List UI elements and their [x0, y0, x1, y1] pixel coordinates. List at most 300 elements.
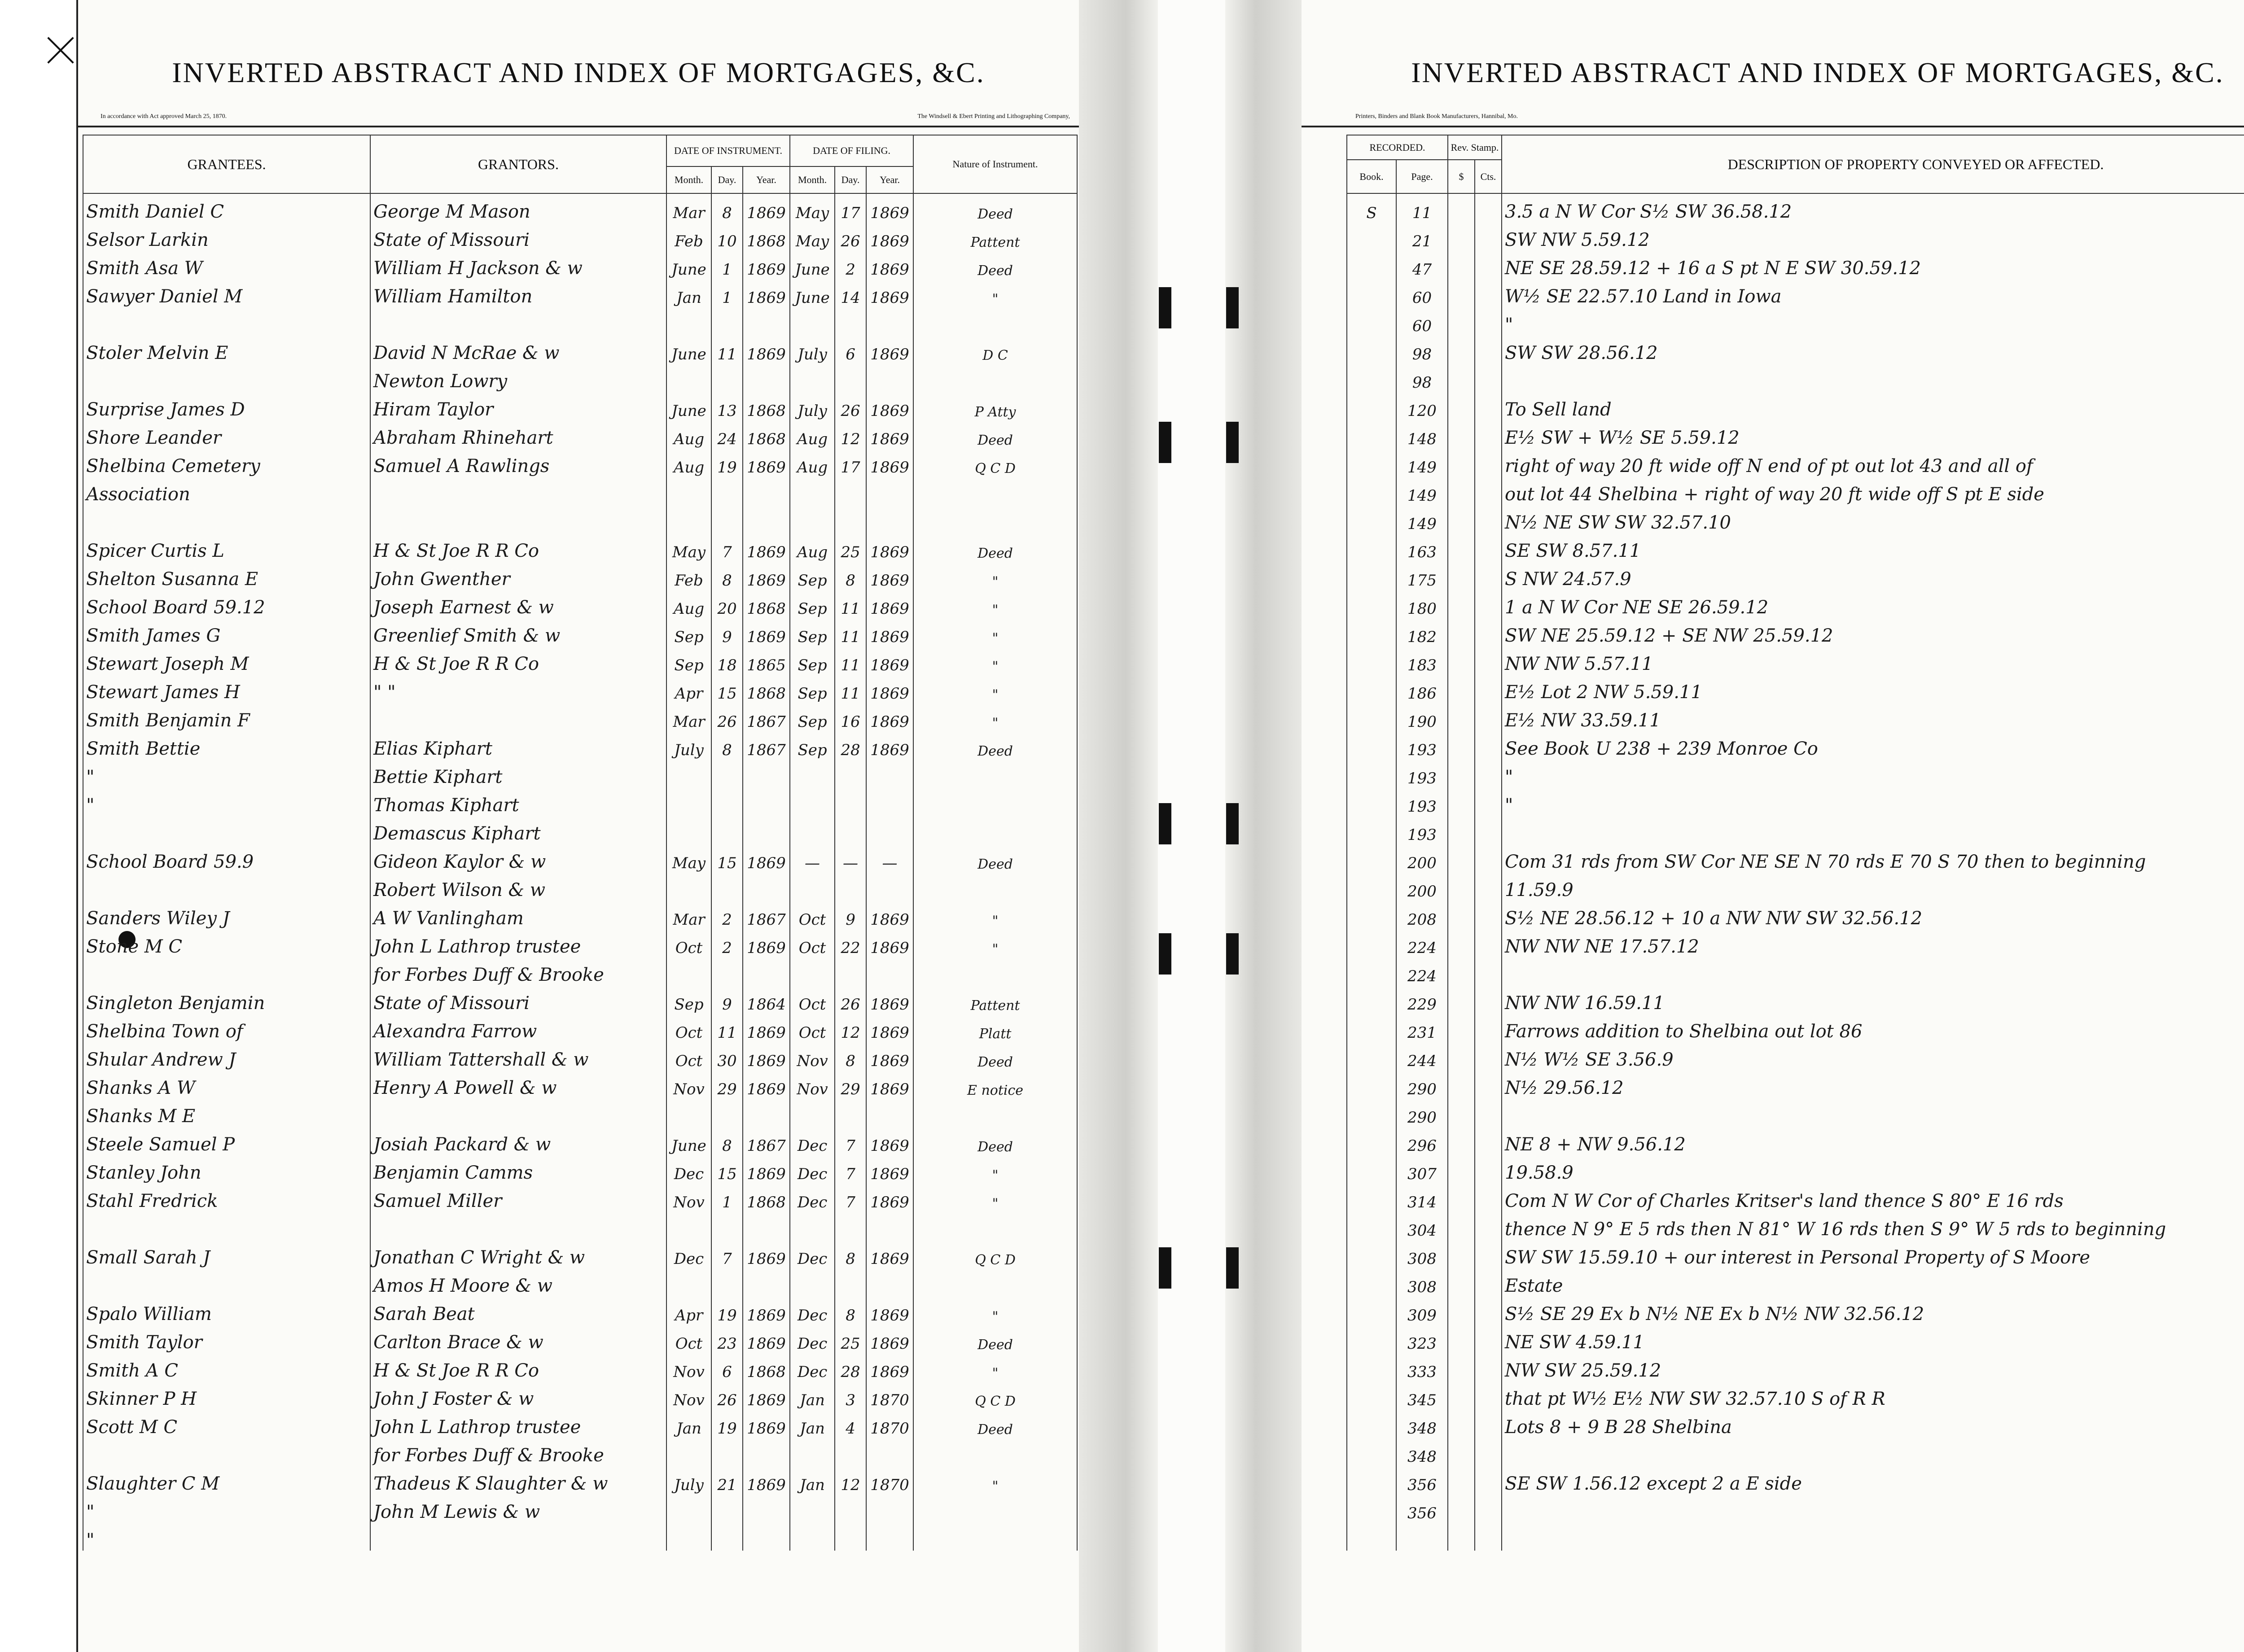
col-month: Month.: [666, 166, 711, 193]
stamp-dollars-cell: [1448, 1381, 1475, 1409]
page-cell: 296: [1396, 1127, 1448, 1155]
grantee-cell: Shelton Susanna E: [83, 561, 370, 590]
grantee-cell: Smith Daniel C: [83, 193, 370, 222]
instrument-day-cell: 8: [711, 561, 743, 590]
filing-month-cell: Dec: [790, 1127, 835, 1155]
book-cell: [1347, 618, 1396, 646]
stamp-cents-cell: [1475, 1324, 1502, 1353]
binding-gutter-left: [1077, 0, 1158, 1652]
page-cell: 163: [1396, 533, 1448, 561]
filing-day-cell: 6: [835, 335, 866, 363]
col-page: Page.: [1396, 160, 1448, 193]
grantor-cell: [370, 505, 666, 533]
filing-month-cell: Nov: [790, 1070, 835, 1098]
description-cell: N½ NE SW SW 32.57.10: [1502, 505, 2244, 533]
grantor-cell: Samuel Miller: [370, 1183, 666, 1211]
stamp-cents-cell: [1475, 1296, 1502, 1324]
col-month: Month.: [790, 166, 835, 193]
stamp-cents-cell: [1475, 1466, 1502, 1494]
grantor-cell: A W Vanlingham: [370, 900, 666, 929]
instrument-day-cell: [711, 1211, 743, 1240]
filing-month-cell: Oct: [790, 929, 835, 957]
instrument-month-cell: Apr: [666, 1296, 711, 1324]
instrument-year-cell: [743, 957, 790, 985]
filing-month-cell: Sep: [790, 561, 835, 590]
stamp-dollars-cell: [1448, 1438, 1475, 1466]
grantee-cell: [83, 872, 370, 900]
filing-day-cell: 9: [835, 900, 866, 929]
nature-cell: [913, 363, 1077, 392]
page-cell: 314: [1396, 1183, 1448, 1211]
instrument-month-cell: Oct: [666, 1042, 711, 1070]
stamp-cents-cell: [1475, 872, 1502, 900]
filing-year-cell: 1869: [866, 590, 913, 618]
nature-cell: ": [913, 590, 1077, 618]
stamp-dollars-cell: [1448, 957, 1475, 985]
page-cell: 193: [1396, 731, 1448, 759]
book-cell: [1347, 1268, 1396, 1296]
grantee-cell: School Board 59.12: [83, 590, 370, 618]
nature-cell: P Atty: [913, 392, 1077, 420]
grantor-cell: Henry A Powell & w: [370, 1070, 666, 1098]
page-cell: 231: [1396, 1014, 1448, 1042]
table-row: [1347, 929, 2244, 957]
description-cell: [1502, 1438, 2244, 1466]
stamp-cents-cell: [1475, 816, 1502, 844]
book-cell: [1347, 1381, 1396, 1409]
table-row: [1347, 335, 2244, 363]
table-row: [83, 1211, 1077, 1240]
instrument-month-cell: [666, 1494, 711, 1522]
description-cell: ": [1502, 307, 2244, 335]
grantor-cell: [370, 1211, 666, 1240]
table-row: [83, 816, 1077, 844]
book-cell: [1347, 1155, 1396, 1183]
book-cell: [1347, 363, 1396, 392]
description-cell: NW SW 25.59.12: [1502, 1353, 2244, 1381]
grantee-cell: Small Sarah J: [83, 1240, 370, 1268]
filing-month-cell: [790, 1438, 835, 1466]
table-row: [83, 307, 1077, 335]
grantor-cell: George M Mason: [370, 193, 666, 222]
filing-month-cell: —: [790, 844, 835, 872]
grantor-cell: Greenlief Smith & w: [370, 618, 666, 646]
header-rule: [1302, 126, 2244, 127]
page-cell: 193: [1396, 787, 1448, 816]
filing-year-cell: 1869: [866, 1183, 913, 1211]
grantee-cell: Stone M C: [83, 929, 370, 957]
description-cell: SE SW 8.57.11: [1502, 533, 2244, 561]
instrument-day-cell: [711, 957, 743, 985]
book-cell: [1347, 250, 1396, 279]
instrument-year-cell: 1867: [743, 731, 790, 759]
filing-year-cell: [866, 307, 913, 335]
instrument-day-cell: [711, 363, 743, 392]
book-cell: [1347, 1240, 1396, 1268]
stamp-dollars-cell: [1448, 222, 1475, 250]
description-cell: SW SW 15.59.10 + our interest in Personal Property of S Moore: [1502, 1240, 2244, 1268]
book-cell: [1347, 1409, 1396, 1438]
table-row: [83, 1183, 1077, 1211]
filing-year-cell: 1869: [866, 335, 913, 363]
filing-day-cell: 22: [835, 929, 866, 957]
book-cell: [1347, 1296, 1396, 1324]
book-cell: [1347, 505, 1396, 533]
instrument-month-cell: [666, 872, 711, 900]
table-row: [1347, 1155, 2244, 1183]
grantor-cell: [370, 307, 666, 335]
book-cell: [1347, 561, 1396, 590]
stamp-dollars-cell: [1448, 335, 1475, 363]
instrument-day-cell: 26: [711, 703, 743, 731]
nature-cell: [913, 1098, 1077, 1127]
instrument-year-cell: [743, 816, 790, 844]
filing-month-cell: [790, 505, 835, 533]
stamp-cents-cell: [1475, 505, 1502, 533]
filing-day-cell: 26: [835, 222, 866, 250]
page-cell: 356: [1396, 1494, 1448, 1522]
table-row: [1347, 816, 2244, 844]
book-cell: [1347, 1353, 1396, 1381]
table-row: [83, 193, 1077, 222]
grantee-cell: Stoler Melvin E: [83, 335, 370, 363]
instrument-month-cell: Nov: [666, 1381, 711, 1409]
instrument-day-cell: 15: [711, 1155, 743, 1183]
table-row: [83, 1070, 1077, 1098]
filing-year-cell: 1869: [866, 646, 913, 674]
filing-day-cell: 3: [835, 1381, 866, 1409]
grantee-cell: Association: [83, 476, 370, 505]
instrument-month-cell: [666, 505, 711, 533]
grantor-cell: Josiah Packard & w: [370, 1127, 666, 1155]
table-row: [83, 703, 1077, 731]
nature-cell: Q C D: [913, 448, 1077, 476]
stamp-dollars-cell: [1448, 307, 1475, 335]
filing-month-cell: Sep: [790, 618, 835, 646]
book-cell: [1347, 929, 1396, 957]
nature-cell: ": [913, 646, 1077, 674]
page-cell: 149: [1396, 505, 1448, 533]
filing-month-cell: Sep: [790, 674, 835, 703]
nature-cell: [913, 787, 1077, 816]
book-cell: [1347, 1014, 1396, 1042]
col-date-instrument: DATE OF INSTRUMENT.: [666, 135, 790, 166]
book-cell: [1347, 307, 1396, 335]
nature-cell: Deed: [913, 1324, 1077, 1353]
description-cell: 3.5 a N W Cor S½ SW 36.58.12: [1502, 193, 2244, 222]
page-cell: 290: [1396, 1098, 1448, 1127]
filing-year-cell: [866, 1211, 913, 1240]
grantor-cell: [370, 476, 666, 505]
table-row: [83, 1438, 1077, 1466]
page-cell: 308: [1396, 1268, 1448, 1296]
grantee-cell: [83, 505, 370, 533]
filing-day-cell: —: [835, 844, 866, 872]
grantee-cell: Stanley John: [83, 1155, 370, 1183]
stamp-cents-cell: [1475, 561, 1502, 590]
stamp-dollars-cell: [1448, 787, 1475, 816]
instrument-year-cell: 1868: [743, 222, 790, 250]
instrument-year-cell: 1869: [743, 533, 790, 561]
instrument-month-cell: June: [666, 250, 711, 279]
grantor-cell: John L Lathrop trustee: [370, 929, 666, 957]
col-description: DESCRIPTION OF PROPERTY CONVEYED OR AFFECTED.: [1502, 135, 2244, 193]
instrument-month-cell: July: [666, 731, 711, 759]
stamp-cents-cell: [1475, 1409, 1502, 1438]
page-title: INVERTED ABSTRACT AND INDEX OF MORTGAGES, &C.: [1411, 57, 2224, 88]
table-row: [1347, 307, 2244, 335]
page-cell: 98: [1396, 363, 1448, 392]
book-cell: S: [1347, 193, 1396, 222]
stamp-dollars-cell: [1448, 900, 1475, 929]
description-rows: [1347, 193, 2244, 1551]
table-row: [83, 957, 1077, 985]
table-row: [1347, 844, 2244, 872]
instrument-year-cell: 1868: [743, 1183, 790, 1211]
instrument-day-cell: 1: [711, 250, 743, 279]
stamp-cents-cell: [1475, 1211, 1502, 1240]
instrument-day-cell: 18: [711, 646, 743, 674]
book-cell: [1347, 731, 1396, 759]
filing-year-cell: 1869: [866, 561, 913, 590]
nature-cell: ": [913, 1296, 1077, 1324]
instrument-month-cell: May: [666, 844, 711, 872]
description-cell: [1502, 1098, 2244, 1127]
stamp-cents-cell: [1475, 1353, 1502, 1381]
instrument-month-cell: [666, 363, 711, 392]
binding-stitch: [1226, 1247, 1239, 1289]
table-row: [83, 448, 1077, 476]
book-cell: [1347, 957, 1396, 985]
instrument-year-cell: 1868: [743, 1353, 790, 1381]
stamp-cents-cell: [1475, 448, 1502, 476]
filing-day-cell: 25: [835, 533, 866, 561]
book-cell: [1347, 1211, 1396, 1240]
grantor-cell: [370, 703, 666, 731]
fine-print-act: In accordance with Act approved March 25, 1870.: [101, 113, 227, 120]
grantee-cell: Smith Taylor: [83, 1324, 370, 1353]
nature-cell: Pattent: [913, 222, 1077, 250]
grantor-cell: Sarah Beat: [370, 1296, 666, 1324]
description-cell: W½ SE 22.57.10 Land in Iowa: [1502, 279, 2244, 307]
stamp-dollars-cell: [1448, 1296, 1475, 1324]
binding-stitch: [1159, 933, 1171, 975]
instrument-day-cell: [711, 1494, 743, 1522]
grantee-cell: Stewart James H: [83, 674, 370, 703]
binding-stitch: [1159, 1247, 1171, 1289]
instrument-month-cell: Aug: [666, 590, 711, 618]
nature-cell: ": [913, 1466, 1077, 1494]
filing-day-cell: 11: [835, 618, 866, 646]
grantor-cell: for Forbes Duff & Brooke: [370, 957, 666, 985]
description-cell: SW NW 5.59.12: [1502, 222, 2244, 250]
filing-month-cell: Dec: [790, 1183, 835, 1211]
nature-cell: [913, 957, 1077, 985]
instrument-month-cell: [666, 307, 711, 335]
table-row: [1347, 420, 2244, 448]
table-row: [83, 279, 1077, 307]
description-cell: Lots 8 + 9 B 28 Shelbina: [1502, 1409, 2244, 1438]
filing-year-cell: [866, 759, 913, 787]
stamp-dollars-cell: [1448, 1409, 1475, 1438]
page-cell: 229: [1396, 985, 1448, 1014]
instrument-year-cell: 1869: [743, 1381, 790, 1409]
grantee-cell: [83, 816, 370, 844]
instrument-year-cell: 1869: [743, 335, 790, 363]
filing-year-cell: 1869: [866, 731, 913, 759]
filing-year-cell: 1869: [866, 222, 913, 250]
filing-day-cell: [835, 957, 866, 985]
table-row: [1347, 1494, 2244, 1522]
grantee-cell: Steele Samuel P: [83, 1127, 370, 1155]
nature-cell: Pattent: [913, 985, 1077, 1014]
instrument-month-cell: June: [666, 392, 711, 420]
grantor-cell: " ": [370, 674, 666, 703]
nature-cell: Deed: [913, 193, 1077, 222]
left-ledger-page: [76, 0, 1079, 1652]
filing-year-cell: [866, 816, 913, 844]
page-cell: 333: [1396, 1353, 1448, 1381]
grantor-cell: David N McRae & w: [370, 335, 666, 363]
grantee-cell: Stewart Joseph M: [83, 646, 370, 674]
filing-year-cell: 1869: [866, 1324, 913, 1353]
stamp-dollars-cell: [1448, 1494, 1475, 1522]
table-row: [1347, 1522, 2244, 1551]
grantor-cell: [370, 1522, 666, 1551]
stamp-dollars-cell: [1448, 1240, 1475, 1268]
filing-month-cell: July: [790, 335, 835, 363]
filing-year-cell: 1869: [866, 1353, 913, 1381]
description-cell: [1502, 816, 2244, 844]
table-row: [1347, 872, 2244, 900]
book-cell: [1347, 420, 1396, 448]
col-book: Book.: [1347, 160, 1396, 193]
table-row: [1347, 985, 2244, 1014]
instrument-day-cell: [711, 872, 743, 900]
stamp-cents-cell: [1475, 674, 1502, 703]
filing-month-cell: [790, 363, 835, 392]
instrument-day-cell: 13: [711, 392, 743, 420]
filing-month-cell: [790, 1211, 835, 1240]
stamp-cents-cell: [1475, 1381, 1502, 1409]
stamp-cents-cell: [1475, 703, 1502, 731]
grantor-cell: Abraham Rhinehart: [370, 420, 666, 448]
filing-month-cell: May: [790, 222, 835, 250]
stamp-dollars-cell: [1448, 1042, 1475, 1070]
stamp-cents-cell: [1475, 1522, 1502, 1551]
stamp-cents-cell: [1475, 1014, 1502, 1042]
description-cell: SW SW 28.56.12: [1502, 335, 2244, 363]
instrument-year-cell: [743, 872, 790, 900]
instrument-day-cell: 21: [711, 1466, 743, 1494]
filing-day-cell: 12: [835, 1014, 866, 1042]
book-cell: [1347, 872, 1396, 900]
description-cell: N½ 29.56.12: [1502, 1070, 2244, 1098]
grantor-cell: Alexandra Farrow: [370, 1014, 666, 1042]
filing-day-cell: 12: [835, 1466, 866, 1494]
instrument-month-cell: [666, 957, 711, 985]
description-cell: E½ Lot 2 NW 5.59.11: [1502, 674, 2244, 703]
filing-year-cell: [866, 363, 913, 392]
filing-month-cell: [790, 307, 835, 335]
filing-year-cell: 1869: [866, 1240, 913, 1268]
grantee-cell: Scott M C: [83, 1409, 370, 1438]
table-row: [83, 1014, 1077, 1042]
description-cell: NE SW 4.59.11: [1502, 1324, 2244, 1353]
instrument-day-cell: [711, 1098, 743, 1127]
instrument-day-cell: 11: [711, 1014, 743, 1042]
instrument-day-cell: 29: [711, 1070, 743, 1098]
filing-month-cell: [790, 787, 835, 816]
book-cell: [1347, 590, 1396, 618]
grantor-cell: H & St Joe R R Co: [370, 1353, 666, 1381]
table-row: [83, 1155, 1077, 1183]
instrument-day-cell: 7: [711, 1240, 743, 1268]
instrument-day-cell: 26: [711, 1381, 743, 1409]
nature-cell: ": [913, 929, 1077, 957]
grantee-table: [83, 135, 1078, 1551]
book-cell: [1347, 900, 1396, 929]
stamp-dollars-cell: [1448, 1324, 1475, 1353]
instrument-month-cell: Sep: [666, 646, 711, 674]
filing-month-cell: July: [790, 392, 835, 420]
table-row: [83, 731, 1077, 759]
page-cell: 186: [1396, 674, 1448, 703]
stamp-dollars-cell: [1448, 533, 1475, 561]
grantor-cell: John L Lathrop trustee: [370, 1409, 666, 1438]
instrument-month-cell: July: [666, 1466, 711, 1494]
nature-cell: [913, 872, 1077, 900]
filing-month-cell: Sep: [790, 646, 835, 674]
grantee-cell: Shanks A W: [83, 1070, 370, 1098]
binding-stitch: [1159, 287, 1171, 328]
book-cell: [1347, 1098, 1396, 1127]
table-row: [1347, 1014, 2244, 1042]
instrument-day-cell: 7: [711, 533, 743, 561]
filing-month-cell: Jan: [790, 1381, 835, 1409]
instrument-year-cell: [743, 476, 790, 505]
stamp-cents-cell: [1475, 307, 1502, 335]
filing-month-cell: Dec: [790, 1324, 835, 1353]
filing-year-cell: [866, 505, 913, 533]
filing-year-cell: [866, 476, 913, 505]
stamp-dollars-cell: [1448, 1098, 1475, 1127]
grantor-cell: William Hamilton: [370, 279, 666, 307]
grantor-cell: Robert Wilson & w: [370, 872, 666, 900]
table-row: [83, 900, 1077, 929]
binding-stitch: [1226, 422, 1239, 463]
page-cell: 149: [1396, 448, 1448, 476]
filing-day-cell: 8: [835, 1296, 866, 1324]
stamp-cents-cell: [1475, 392, 1502, 420]
table-row: [83, 392, 1077, 420]
grantor-cell: Samuel A Rawlings: [370, 448, 666, 476]
page-cell: 309: [1396, 1296, 1448, 1324]
filing-day-cell: 4: [835, 1409, 866, 1438]
stamp-cents-cell: [1475, 731, 1502, 759]
instrument-year-cell: [743, 1438, 790, 1466]
instrument-month-cell: [666, 1268, 711, 1296]
stamp-dollars-cell: [1448, 1211, 1475, 1240]
grantor-cell: Benjamin Camms: [370, 1155, 666, 1183]
instrument-month-cell: Jan: [666, 1409, 711, 1438]
filing-year-cell: [866, 787, 913, 816]
instrument-year-cell: [743, 759, 790, 787]
description-cell: [1502, 1522, 2244, 1551]
table-row: [1347, 1240, 2244, 1268]
description-cell: 11.59.9: [1502, 872, 2244, 900]
filing-day-cell: [835, 505, 866, 533]
